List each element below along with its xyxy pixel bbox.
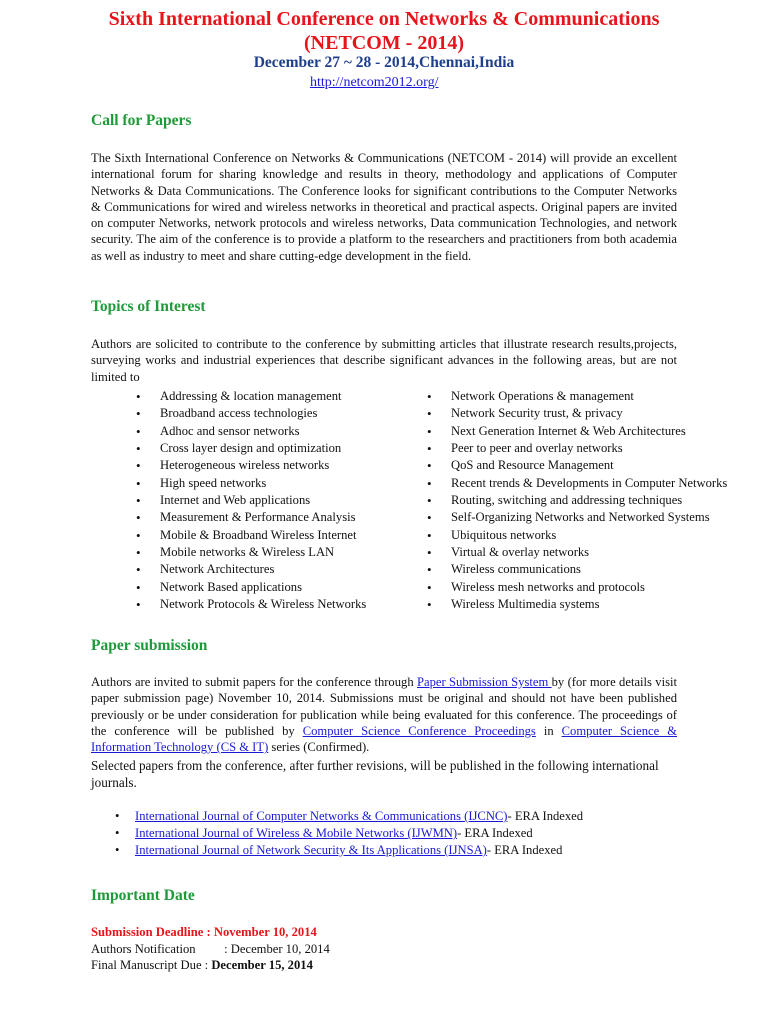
date-value: December 15, 2014	[211, 958, 313, 972]
submission-text-4: series (Confirmed).	[268, 740, 370, 755]
date-label: Authors Notification	[91, 941, 196, 956]
journal-item	[115, 842, 583, 859]
topic-item: • Self-Organizing Networks and Networked Systems	[427, 509, 727, 526]
date-separator: :	[221, 941, 231, 956]
topic-item: • Heterogeneous wireless networks	[136, 457, 366, 474]
date-label: Submission Deadline	[91, 925, 204, 939]
journal-index-label: - ERA Indexed	[507, 809, 584, 823]
topic-item: • Mobile networks & Wireless LAN	[136, 544, 366, 561]
important-date-row	[91, 924, 330, 941]
conference-dates: December 27 ~ 28 - 2014,Chennai,India	[253, 54, 515, 71]
cs-it-series-link[interactable]: Computer Science & Information Technology (CS & IT)	[91, 723, 677, 755]
topic-item: • Internet and Web applications	[136, 492, 366, 509]
paper-submission-system-link[interactable]: Paper Submission System	[416, 675, 552, 689]
topic-item: • Cross layer design and optimization	[136, 440, 366, 457]
journal-list	[115, 808, 583, 859]
submission-text-1: Authors are invited to submit papers for the conference through	[91, 675, 417, 689]
topic-item: • Wireless mesh networks and protocols	[427, 579, 727, 596]
topic-item: • High speed networks	[136, 475, 366, 492]
important-date-row	[91, 941, 330, 958]
submission-text-3: in	[535, 723, 562, 738]
conference-acronym: (NETCOM - 2014)	[304, 32, 464, 54]
date-label: Final Manuscript Due	[91, 958, 202, 972]
date-separator: :	[201, 958, 212, 972]
journal-link[interactable]: International Journal of Network Security & Its Applications (IJNSA)	[135, 843, 487, 857]
journal-link[interactable]: International Journal of Wireless & Mobile Networks (IJWMN)	[135, 826, 458, 840]
topic-item: • Adhoc and sensor networks	[136, 423, 366, 440]
topic-item: • Network Protocols & Wireless Networks	[136, 596, 366, 613]
topics-heading: Topics of Interest	[91, 298, 206, 315]
call-for-papers-heading: Call for Papers	[91, 112, 192, 129]
topic-item: • Recent trends & Developments in Computer Networks	[427, 475, 727, 492]
topic-item: • Peer to peer and overlay networks	[427, 440, 727, 457]
topic-item: • Mobile & Broadband Wireless Internet	[136, 527, 366, 544]
conference-title: Sixth International Conference on Networks & Communications	[108, 8, 660, 30]
topic-item: • Network Security trust, & privacy	[427, 405, 727, 422]
date-value: November 10, 2014	[213, 925, 317, 939]
topic-item: • Network Operations & management	[427, 388, 727, 405]
important-dates-list	[91, 924, 330, 974]
topic-item: • Routing, switching and addressing techniques	[427, 492, 727, 509]
conference-url-link[interactable]: http://netcom2012.org/	[310, 75, 439, 90]
topics-list-left	[136, 388, 366, 613]
journal-index-label: - ERA Indexed	[457, 826, 533, 840]
topics-intro: Authors are solicited to contribute to the conference by submitting articles that illustrate research results,projects, surveying works and industrial experiences that describe significant advances in the following areas, but are not limited to	[91, 337, 677, 384]
topic-item: • Broadband access technologies	[136, 405, 366, 422]
call-for-papers-text: The Sixth International Conference on Networks & Communications (NETCOM - 2014) will provide an excellent international forum for sharing knowledge and results in theory, methodology and applications of Computer Networks & Data Communications. The Conference looks for significant contributions to the Computer Networks & Communications for wired and wireless networks in theoretical and practical aspects. Original papers are invited on computer Networks, network protocols and wireless networks, Data communication Technologies, and network security. The aim of the conference is to provide a platform to the researchers and practitioners from both academia as well as industry to meet and share cutting-edge development in the field.	[91, 151, 677, 263]
paper-submission-heading: Paper submission	[91, 637, 208, 654]
topics-list-right	[427, 388, 727, 613]
topic-item: • Network Architectures	[136, 561, 366, 578]
topic-item: • Wireless Multimedia systems	[427, 596, 727, 613]
paper-submission-text	[91, 674, 677, 755]
topic-item: • Measurement & Performance Analysis	[136, 509, 366, 526]
date-value: December 10, 2014	[230, 941, 330, 956]
selected-papers-note: Selected papers from the conference, after further revisions, will be published in the following international journals.	[91, 758, 659, 790]
topic-item: • Next Generation Internet & Web Architectures	[427, 423, 727, 440]
topic-item: • Ubiquitous networks	[427, 527, 727, 544]
journal-item	[115, 825, 583, 842]
journal-item	[115, 808, 583, 825]
topic-item: • Wireless communications	[427, 561, 727, 578]
important-date-row	[91, 957, 330, 974]
important-date-heading: Important Date	[91, 887, 195, 904]
topic-item: • Network Based applications	[136, 579, 366, 596]
cs-conference-proceedings-link[interactable]: Computer Science Conference Proceedings	[302, 723, 536, 738]
journal-index-label: - ERA Indexed	[486, 843, 563, 857]
topic-item: • Virtual & overlay networks	[427, 544, 727, 561]
submission-text-2: by (for more details visit paper submission page) November 10, 2014. Submissions must be original and should not have been published previously or be under consideration for publication while being evaluated for this conference. The proceedings of the conference will be published by	[91, 675, 677, 738]
topic-item: • Addressing & location management	[136, 388, 366, 405]
journal-link[interactable]: International Journal of Computer Networks & Communications (IJCNC)	[135, 809, 508, 823]
topic-item: • QoS and Resource Management	[427, 457, 727, 474]
date-separator: :	[203, 925, 214, 939]
